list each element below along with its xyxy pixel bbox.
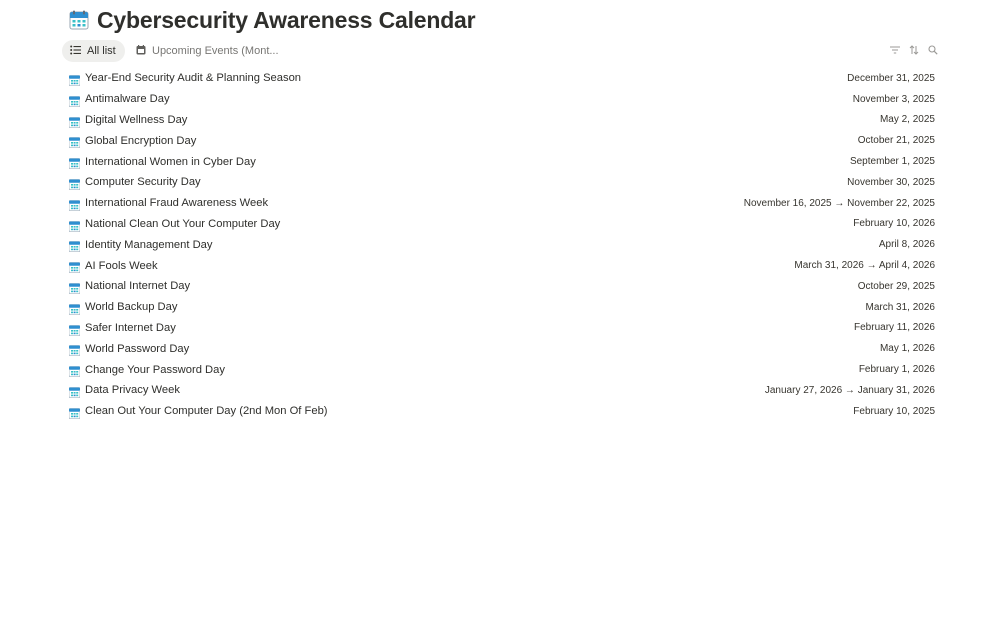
list-item[interactable] [62,359,942,380]
calendar-icon [69,302,80,313]
tab-label: Upcoming Events (Mont... [152,45,279,57]
event-name: Change Your Password Day [85,363,225,376]
list-item[interactable] [62,214,942,235]
calendar-icon [69,281,80,292]
event-name: International Women in Cyber Day [85,155,256,168]
event-date: April 8, 2026 [878,239,935,251]
calendar-icon [69,260,80,271]
event-name: Year-End Security Audit & Planning Season [85,72,302,85]
calendar-icon [69,364,80,375]
event-date: May 1, 2026 [879,343,935,355]
calendar-icon [69,219,80,230]
calendar-icon [69,94,80,105]
event-name: Computer Security Day [85,176,201,189]
event-name: AI Fools Week [85,259,158,272]
list-item[interactable] [62,110,942,131]
view-toolbar [62,40,942,62]
event-date: March 31, 2026 [865,301,935,313]
tab-all-list[interactable] [62,40,125,62]
event-name: Clean Out Your Computer Day (2nd Mon Of Feb) [85,405,328,418]
calendar-icon [69,177,80,188]
tab-label: All list [87,45,116,57]
event-date: May 2, 2025 [879,114,935,126]
list-item[interactable] [62,276,942,297]
list-item[interactable] [62,338,942,359]
sort-icon[interactable] [908,43,919,57]
calendar-icon [69,239,80,250]
event-date: February 10, 2025 [853,405,935,417]
event-name: Safer Internet Day [85,321,176,334]
calendar-icon [69,135,80,146]
search-icon[interactable] [927,43,938,57]
list-icon [70,45,81,58]
calendar-icon [69,323,80,334]
list-item[interactable] [62,297,942,318]
calendar-icon [69,73,80,84]
event-name: Identity Management Day [85,238,213,251]
list-item[interactable] [62,401,942,422]
event-date: February 11, 2026 [854,322,935,334]
event-name: Global Encryption Day [85,134,197,147]
event-date: March 31, 2026 → April 4, 2026 [794,260,935,272]
event-date: November 16, 2025 → November 22, 2025 [743,197,935,209]
event-name: Antimalware Day [85,93,170,106]
calendar-icon [69,343,80,354]
event-name: World Password Day [85,342,190,355]
view-tools [889,43,938,57]
calendar-icon [136,45,146,58]
list-item[interactable] [62,255,942,276]
page-header [69,6,475,34]
event-name: Data Privacy Week [85,384,180,397]
calendar-icon [69,115,80,126]
event-date: February 10, 2026 [853,218,935,230]
event-name: International Fraud Awareness Week [85,197,269,210]
list-item[interactable] [62,151,942,172]
list-item[interactable] [62,89,942,110]
event-date: January 27, 2026 → January 31, 2026 [764,384,935,396]
event-name: National Internet Day [85,280,191,293]
event-date: December 31, 2025 [847,72,935,84]
event-list [62,68,942,422]
event-date: February 1, 2026 [858,364,935,376]
calendar-icon [69,385,80,396]
event-date: September 1, 2025 [849,156,935,168]
list-item[interactable] [62,130,942,151]
event-date: November 3, 2025 [852,93,935,105]
event-name: National Clean Out Your Computer Day [85,217,281,230]
filter-icon[interactable] [889,43,900,57]
event-date: November 30, 2025 [847,176,935,188]
calendar-icon [69,198,80,209]
event-name: World Backup Day [85,301,178,314]
list-item[interactable] [62,318,942,339]
list-item[interactable] [62,172,942,193]
event-name: Digital Wellness Day [85,113,188,126]
page-title: Cybersecurity Awareness Calendar [97,6,476,33]
tab-upcoming-events[interactable] [130,40,285,62]
list-item[interactable] [62,380,942,401]
event-date: October 21, 2025 [857,135,935,147]
list-item[interactable] [62,193,942,214]
calendar-icon [69,406,80,417]
calendar-icon [69,156,80,167]
list-item[interactable] [62,68,942,89]
list-item[interactable] [62,234,942,255]
event-date: October 29, 2025 [857,280,935,292]
calendar-icon [69,10,89,30]
